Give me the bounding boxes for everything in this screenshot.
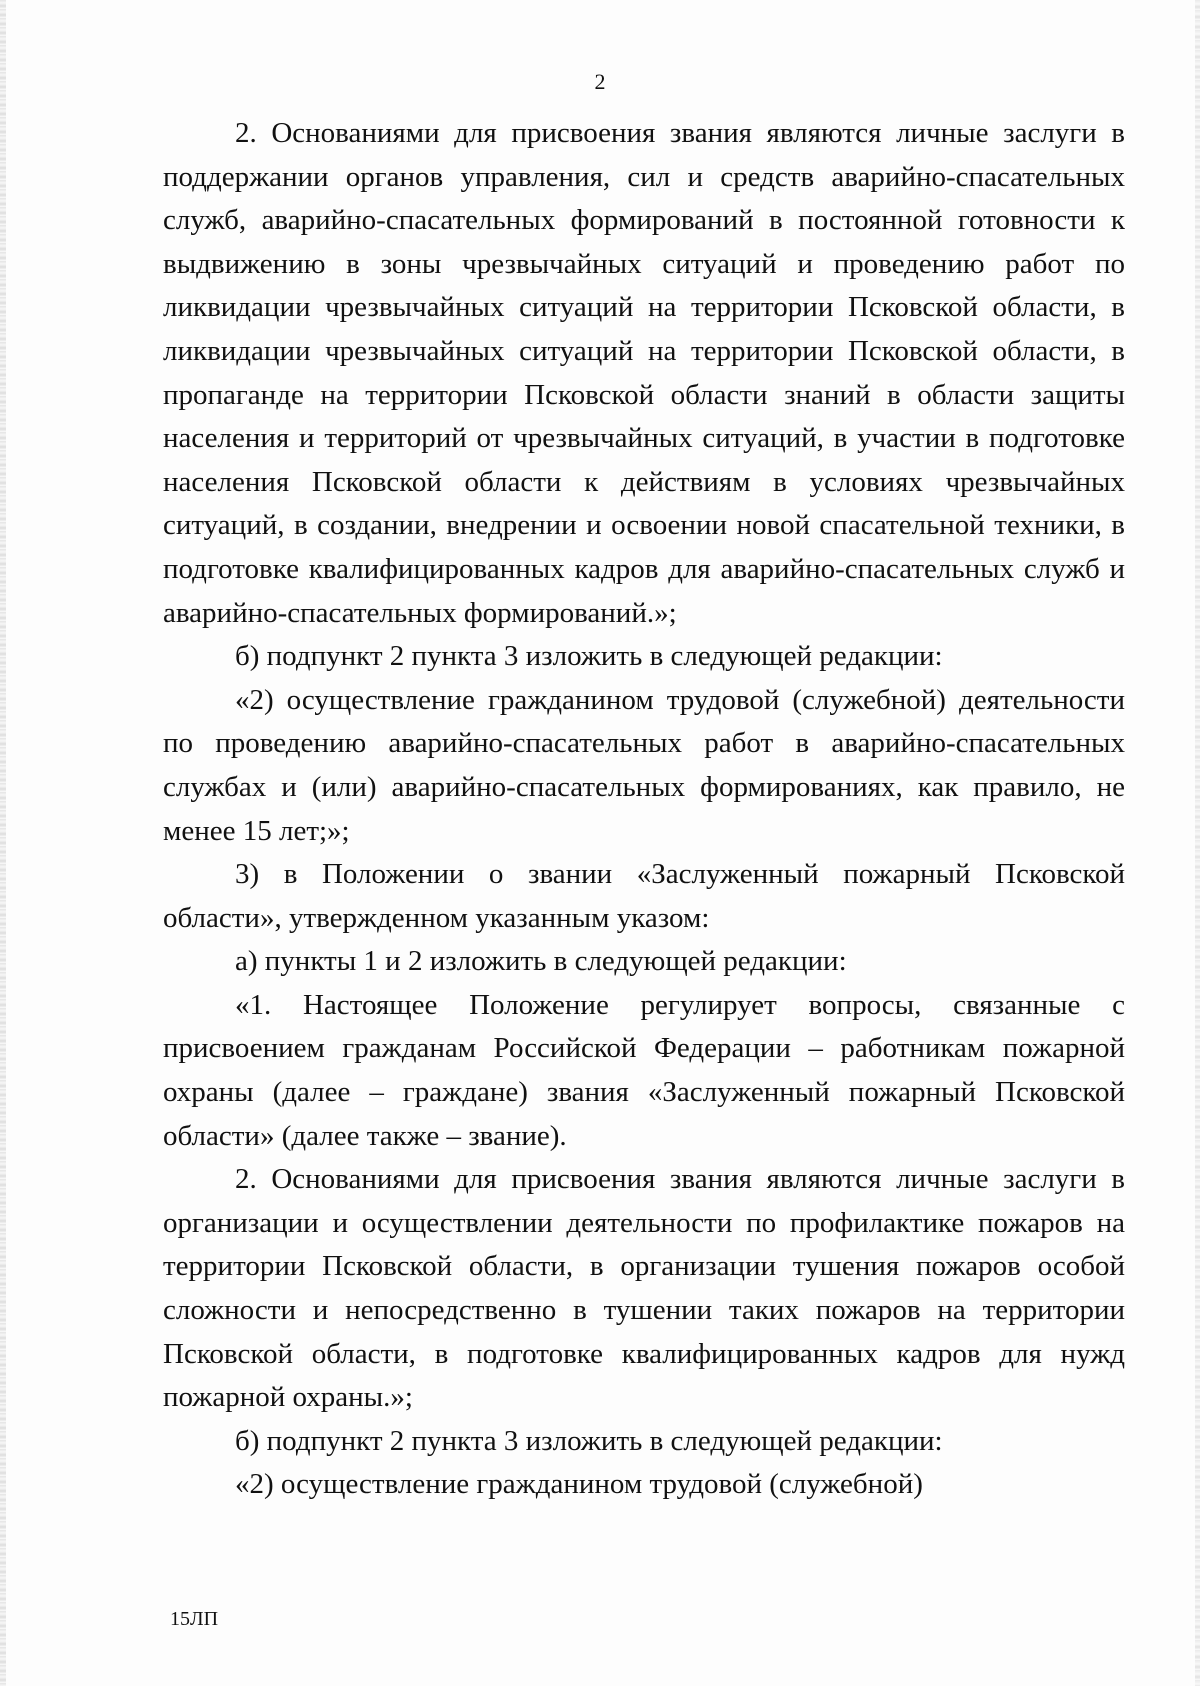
scan-edge-right — [1195, 0, 1200, 1686]
paragraph-subitem-b-1: б) подпункт 2 пункта 3 изложить в следующей редакции: — [235, 640, 943, 673]
document-body — [163, 112, 1125, 1507]
paragraph-grounds-rescue: 2. Основаниями для присвоения звания являются личные заслуги в поддержании органов управления, сил и средств аварийно-спасательных служб, аварийно-спасательных формирований в постоянной готовности к выдвижению в зоны чрезвычайных ситуаций и проведению работ по ликвидации чрезвычайных ситуаций на территории Псковской области, в ликвидации чрезвычайных ситуаций на территории Псковской области, в пропаганде на территории Псковской области знаний в области защиты населения и территорий от чрезвычайных ситуаций, в участии в подготовке населения Псковской области к действиям в условиях чрезвычайных ситуаций, в создании, внедрении и освоении новой спасательной техники, в подготовке квалифицированных кадров для аварийно-спасательных служб и аварийно-спасательных формирований.»; — [163, 117, 1125, 629]
page-number: 2 — [594, 69, 606, 94]
paragraph-point-1-regulation: «1. Настоящее Положение регулирует вопросы, связанные с присвоением гражданам Российской Федерации – работникам пожарной охраны (далее – граждане) звания «Заслуженный пожарный Псковской области» (далее также – звание). — [163, 988, 1125, 1152]
scan-edge-left — [0, 0, 6, 1686]
paragraph-subitem-b-2: б) подпункт 2 пункта 3 изложить в следующей редакции: — [235, 1424, 943, 1457]
footer-code: 15ЛП — [170, 1608, 219, 1630]
paragraph-subpoint-2-firefighter: «2) осуществление гражданином трудовой (служебной) — [235, 1468, 923, 1501]
paragraph-item-3-firefighter: 3) в Положении о звании «Заслуженный пожарный Псковской области», утвержденном указанным указом: — [163, 858, 1125, 934]
paragraph-subpoint-2-rescue: «2) осуществление гражданином трудовой (служебной) деятельности по проведению аварийно-спасательных работ в аварийно-спасательных службах и (или) аварийно-спасательных формированиях, как правило, не менее 15 лет;»; — [163, 683, 1125, 847]
paragraph-grounds-firefighter: 2. Основаниями для присвоения звания являются личные заслуги в организации и осуществлении деятельности по профилактике пожаров на территории Псковской области, в организации тушения пожаров особой сложности и непосредственно в тушении таких пожаров на территории Псковской области, в подготовке квалифицированных кадров для нужд пожарной охраны.»; — [163, 1163, 1125, 1414]
paragraph-subitem-a: а) пункты 1 и 2 изложить в следующей редакции: — [235, 945, 847, 978]
